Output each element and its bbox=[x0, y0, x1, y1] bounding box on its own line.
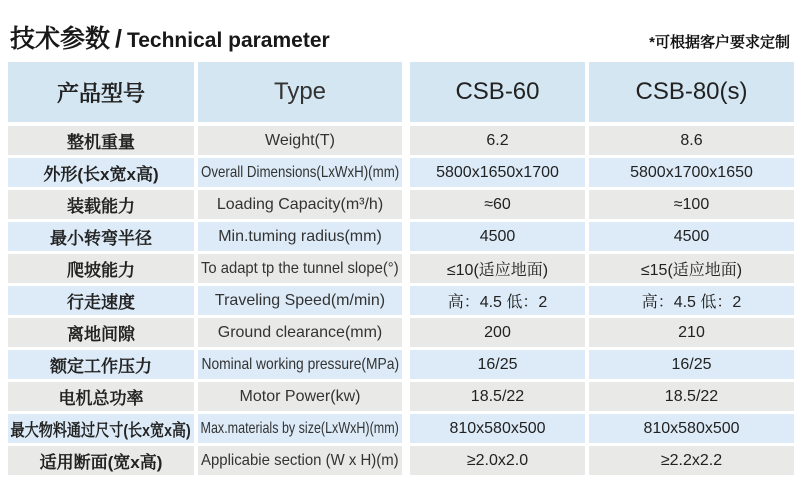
param-name-zh: 爬坡能力 bbox=[8, 254, 194, 283]
table-row-loading-capacity bbox=[8, 190, 794, 219]
table-row-ground-clearance bbox=[8, 318, 794, 347]
table-row-weight bbox=[8, 126, 794, 155]
param-name-zh: 最大物料通过尺寸(长x宽x高) bbox=[8, 414, 194, 443]
value-csb60: ≈60 bbox=[410, 190, 585, 219]
table-row-working-pressure bbox=[8, 350, 794, 379]
technical-parameter-table bbox=[8, 62, 794, 475]
param-name-en: Traveling Speed(m/min) bbox=[198, 286, 402, 315]
param-name-zh: 装载能力 bbox=[8, 190, 194, 219]
param-name-en: Motor Power(kw) bbox=[198, 382, 402, 411]
page-header bbox=[0, 0, 800, 62]
header-type: Type bbox=[198, 62, 402, 122]
value-csb80s: ≈100 bbox=[589, 190, 794, 219]
param-name-en: Ground clearance(mm) bbox=[198, 318, 402, 347]
value-csb60: 18.5/22 bbox=[410, 382, 585, 411]
value-csb80s: 810x580x500 bbox=[589, 414, 794, 443]
param-name-en: Min.tuming radius(mm) bbox=[198, 222, 402, 251]
table-header-row bbox=[8, 62, 794, 122]
table-row-traveling-speed bbox=[8, 286, 794, 315]
value-csb80s: 16/25 bbox=[589, 350, 794, 379]
param-name-zh: 行走速度 bbox=[8, 286, 194, 315]
value-csb80s: 8.6 bbox=[589, 126, 794, 155]
param-name-en: Weight(T) bbox=[198, 126, 402, 155]
value-csb60: 200 bbox=[410, 318, 585, 347]
table-row-motor-power bbox=[8, 382, 794, 411]
value-csb60: ≤10(适应地面) bbox=[410, 254, 585, 283]
value-csb60: 4500 bbox=[410, 222, 585, 251]
param-name-en: Applicabie section (W x H)(m) bbox=[198, 446, 402, 475]
table-row-slope bbox=[8, 254, 794, 283]
param-name-en: Max.materials by size(LxWxH)(mm) bbox=[198, 414, 402, 443]
value-csb60: 810x580x500 bbox=[410, 414, 585, 443]
title-en: Technical parameter bbox=[126, 29, 330, 52]
param-name-zh: 离地间隙 bbox=[8, 318, 194, 347]
value-csb80s: 4500 bbox=[589, 222, 794, 251]
param-name-zh: 额定工作压力 bbox=[8, 350, 194, 379]
value-csb80s: 5800x1700x1650 bbox=[589, 158, 794, 187]
table-row-applicable-section bbox=[8, 446, 794, 475]
value-csb80s: 18.5/22 bbox=[589, 382, 794, 411]
table-row-max-material-size bbox=[8, 414, 794, 443]
value-csb60: 6.2 bbox=[410, 126, 585, 155]
param-name-zh: 电机总功率 bbox=[8, 382, 194, 411]
value-csb80s: 高：4.5 低：2 bbox=[589, 286, 794, 315]
title-divider: / bbox=[115, 25, 122, 53]
value-csb60: 16/25 bbox=[410, 350, 585, 379]
value-csb80s: ≤15(适应地面) bbox=[589, 254, 794, 283]
param-name-zh: 整机重量 bbox=[8, 126, 194, 155]
param-name-zh: 最小转弯半径 bbox=[8, 222, 194, 251]
value-csb60: 5800x1650x1700 bbox=[410, 158, 585, 187]
param-name-en: Overall Dimensions(LxWxH)(mm) bbox=[198, 158, 402, 187]
customization-note: *可根据客户要求定制 bbox=[649, 34, 790, 51]
header-product-model: 产品型号 bbox=[8, 62, 194, 122]
param-name-zh: 外形(长x宽x高) bbox=[8, 158, 194, 187]
param-name-en: Nominal working pressure(MPa) bbox=[198, 350, 402, 379]
table-row-dimensions bbox=[8, 158, 794, 187]
param-name-en: To adapt tp the tunnel slope(°) bbox=[198, 254, 402, 283]
page-title bbox=[10, 27, 330, 52]
table-row-turning-radius bbox=[8, 222, 794, 251]
param-name-zh: 适用断面(宽x高) bbox=[8, 446, 194, 475]
value-csb80s: 210 bbox=[589, 318, 794, 347]
param-name-en: Loading Capacity(m³/h) bbox=[198, 190, 402, 219]
title-zh: 技术参数 bbox=[10, 25, 111, 53]
header-model-csb60: CSB-60 bbox=[410, 62, 585, 122]
value-csb60: ≥2.0x2.0 bbox=[410, 446, 585, 475]
header-model-csb80s: CSB-80(s) bbox=[589, 62, 794, 122]
value-csb60: 高：4.5 低：2 bbox=[410, 286, 585, 315]
value-csb80s: ≥2.2x2.2 bbox=[589, 446, 794, 475]
